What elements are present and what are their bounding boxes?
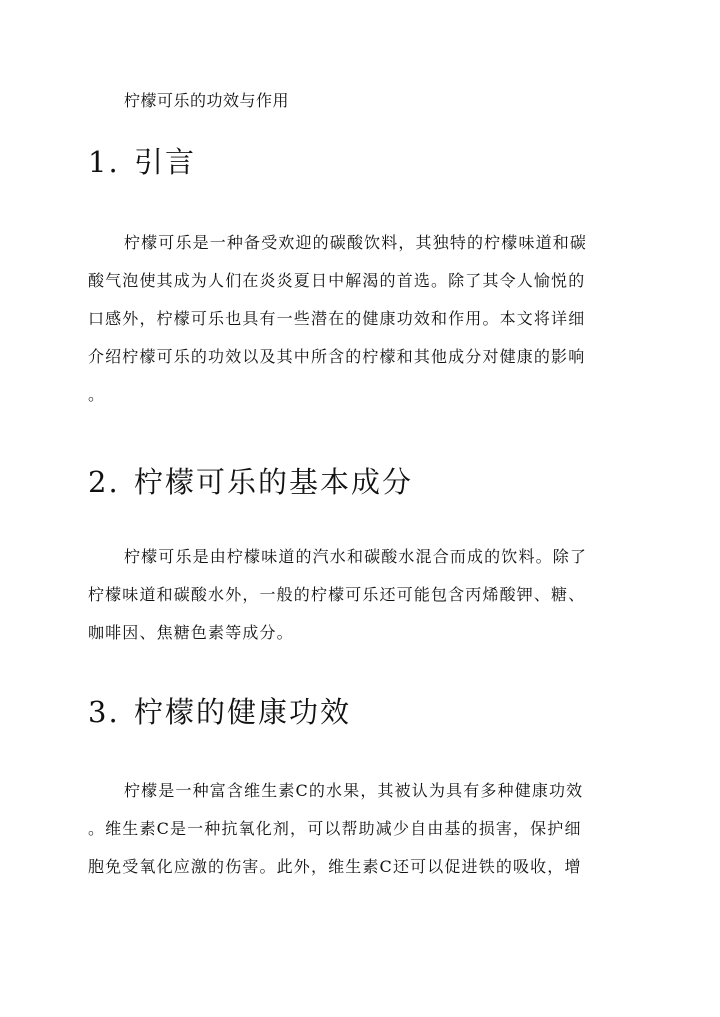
section-2-heading [88, 460, 413, 501]
section-3-number: 3. [88, 695, 120, 729]
paragraph-line: 酸气泡使其成为人们在炎炎夏日中解渴的首选。除了其令人愉悦的 [88, 271, 586, 290]
paragraph-line: 胞免受氧化应激的伤害。此外，维生素C还可以促进铁的吸收，增 [88, 857, 582, 876]
section-1-number: 1. [88, 145, 120, 179]
section-3-heading [88, 690, 351, 731]
section-2-number: 2. [88, 465, 120, 499]
paragraph-line: 柠檬可乐是一种备受欢迎的碳酸饮料，其独特的柠檬味道和碳 [124, 233, 588, 252]
section-1-heading [88, 140, 196, 181]
section-1-paragraph [88, 224, 636, 414]
paragraph-line: 口感外，柠檬可乐也具有一些潜在的健康功效和作用。本文将详细 [88, 309, 586, 328]
document-title: 柠檬可乐的功效与作用 [124, 91, 290, 110]
paragraph-line: 。维生素C是一种抗氧化剂，可以帮助减少自由基的损害，保护细 [88, 819, 582, 838]
section-3-paragraph [88, 772, 636, 886]
paragraph-line: 柠檬味道和碳酸水外，一般的柠檬可乐还可能包含丙烯酸钾、糖、 [88, 585, 586, 604]
paragraph-line: 柠檬是一种富含维生素C的水果，其被认为具有多种健康功效 [124, 781, 584, 800]
section-1-title: 引言 [134, 145, 197, 179]
paragraph-line: 介绍柠檬可乐的功效以及其中所含的柠檬和其他成分对健康的影响 [88, 347, 586, 366]
paragraph-line: 。 [88, 385, 106, 404]
section-2-title: 柠檬可乐的基本成分 [134, 465, 414, 499]
paragraph-line: 咖啡因、焦糖色素等成分。 [88, 623, 294, 642]
section-2-paragraph [88, 538, 636, 652]
section-3-title: 柠檬的健康功效 [134, 695, 352, 729]
paragraph-line: 柠檬可乐是由柠檬味道的汽水和碳酸水混合而成的饮料。除了 [124, 547, 588, 566]
